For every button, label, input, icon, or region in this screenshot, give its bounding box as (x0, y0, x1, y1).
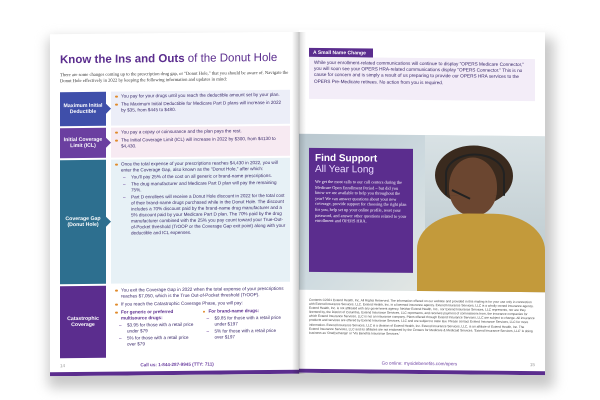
intro-paragraph: There are some changes coming up to the prescription drug gap, or "Donut Hole," that you should be aware of. Navigate the Donut Hole effectively in 2022 by keeping the following information and updates in mind: (60, 69, 289, 84)
row-coverage-gap (60, 158, 290, 284)
row-label: Catastrophic Coverage (60, 286, 106, 358)
row-label: Initial Coverage Limit (ICL) (60, 128, 106, 158)
column-heading: For generic or preferred multisource drugs: (115, 309, 199, 322)
book-gutter (292, 32, 306, 374)
sub-bullet: – 5% for those with a retail price over $79 (119, 335, 195, 348)
title-rest: of the Donut Hole (184, 51, 278, 65)
left-footer (60, 361, 289, 368)
row-initial-coverage-limit (60, 126, 290, 158)
website-text: Go online: mysidebenefits.com/opers (381, 360, 458, 367)
row-content (111, 90, 290, 126)
sub-bullet: – $9.85 for those with a retail price under $197 (207, 315, 283, 328)
generic-column (115, 309, 199, 348)
legal-disclaimer: Contents ©2021 Extend Health, Inc. All Rights Reserved. The information offered on our website and provided in this mailing is for your use only in connection with Extend Insurance Services, LLC. Extend Health, Inc. is a licensed insurance agency. Extend Insurance Services, LLC is a wholly owned insurance agency. Extend Health, Inc. is not affiliated with any government agency. Neither Extend Health, Inc., nor Extend Insurance Services, LLC represents, nor are they licensed by, the District of Columbia. Extend Insurance Services, LLC represents, and receives payment of commissions from, the insurance companies for which Extend Insurance Services, LLC is not an insurance company. Plans offered through Extend Insurance Services, LLC are subject to change. All insurance products and services are offered by Extend Insurance Services, LLC and are subject to state law. Please contact Extend Insurance Services, LLC for more information. Extend Insurance Services, LLC is a division of Extend Health, Inc. Extend Insurance Services, LLC, is an affiliate of Extend Health, Inc. The Extend Insurance Services, LLC and its affiliates are not endorsed by the Centers for Medicare & Medicaid Services. 'Extend Insurance Services, LLC' is doing business as 'OneExchange' or 'Via Benefits Insurance Services.' (309, 297, 535, 336)
row-content (111, 284, 290, 358)
brand-column (203, 308, 287, 347)
find-support-body: We get the most calls to our call centers during the Medicare Open Enrollment Period – but did you know we are available to help you throughout the year? We can answer questions about your new coverage, provide support for choosing the right plan for you, help set up your online profile, reset your password, and answer other questions related to your enrollment and OPERS HRA. (315, 178, 407, 224)
find-support-subtitle: All Year Long (315, 163, 374, 175)
sub-bullet: – $3.95 for those with a retail price under $79 (119, 322, 195, 335)
bullet: If you reach the Catastrophic Coverage Phase, you will pay: (115, 300, 286, 308)
title-bold: Know the Ins and Outs (60, 52, 185, 67)
page-title (60, 52, 277, 66)
row-content (111, 126, 290, 158)
name-change-section (299, 48, 545, 103)
row-label: Coverage Gap (Donut Hole) (60, 160, 106, 284)
sub-bullet: – You'll pay 25% of the cost on all generic or brand-name prescriptions. (123, 173, 286, 181)
bullet: Once the total expense of your prescriptions reaches $4,430 in 2022, you will enter the Coverage Gap, also known as the "Donut Hole," after which: (115, 160, 286, 174)
find-support-box (309, 148, 413, 273)
row-content (111, 158, 290, 284)
name-change-box: While your enrollment-related communications will continue to display "OPERS Medicare Connector," you will soon see your OPERS HRA-related communications display "OPERS Connector." This is no cause for concern and is simply a result of us preparing to provide our OPERS HRA services to the OPERS Pre-Medicare retirees. No action from you is required. (309, 57, 535, 101)
bullet: The Maximum Initial Deductible for Medicare Part D plans will increase in 2022 by $35, from $445 to $480. (115, 100, 286, 114)
sub-bullet: – The drug manufacturer and Medicare Part D plan will pay the remaining 75%. (123, 180, 286, 194)
bullet: You pay a copay or coinsurance and the plan pays the rest. (115, 128, 286, 136)
page-number: 15 (529, 362, 535, 368)
right-page (299, 30, 545, 376)
call-us-text: Call us: 1-844-287-9945 (TTY: 711) (140, 361, 214, 368)
cost-columns (115, 308, 286, 348)
column-heading: For brand-name drugs: (203, 308, 287, 315)
sub-bullet: – Part D enrollees will receive a Donut Hole discount in 2022 for the total cost of their brand-name drugs purchased while in the Donut Hole. The discount includes a 70% discount paid by the brand-name drug manufacturer and a 5% discount paid by your Medicare Part D plan. The 70% paid by the drug manufacturer combined with the 25% you pay count toward your True-Out-of-Pocket threshold (TrOOP or the Coverage Gap exit point) along with your deductible and ICL expenses. (123, 193, 286, 237)
bullet: The Initial Coverage Limit (ICL) will increase in 2022 by $300, from $4130 to $4,430. (115, 136, 286, 150)
row-catastrophic-coverage (60, 284, 290, 358)
row-label: Maximum Initial Deductible (60, 92, 106, 126)
sub-bullet: – 5% for those with a retail price over $197 (207, 328, 283, 341)
row-max-initial-deductible (60, 90, 290, 126)
page-number: 14 (60, 363, 66, 369)
bullet: You exit the Coverage Gap in 2022 when the total expense of your prescriptions reaches $7,050, which is the True Out-of-Pocket threshold (TrOOP). (115, 286, 286, 300)
find-support-title: Find Support (315, 152, 378, 165)
right-footer (309, 360, 535, 367)
left-page (50, 32, 299, 377)
photo-shirt (417, 213, 545, 292)
bullet: You pay for your drugs until you reach the deductible amount set by your plan. (115, 92, 286, 100)
name-change-tab: A Small Name Change (309, 48, 373, 58)
